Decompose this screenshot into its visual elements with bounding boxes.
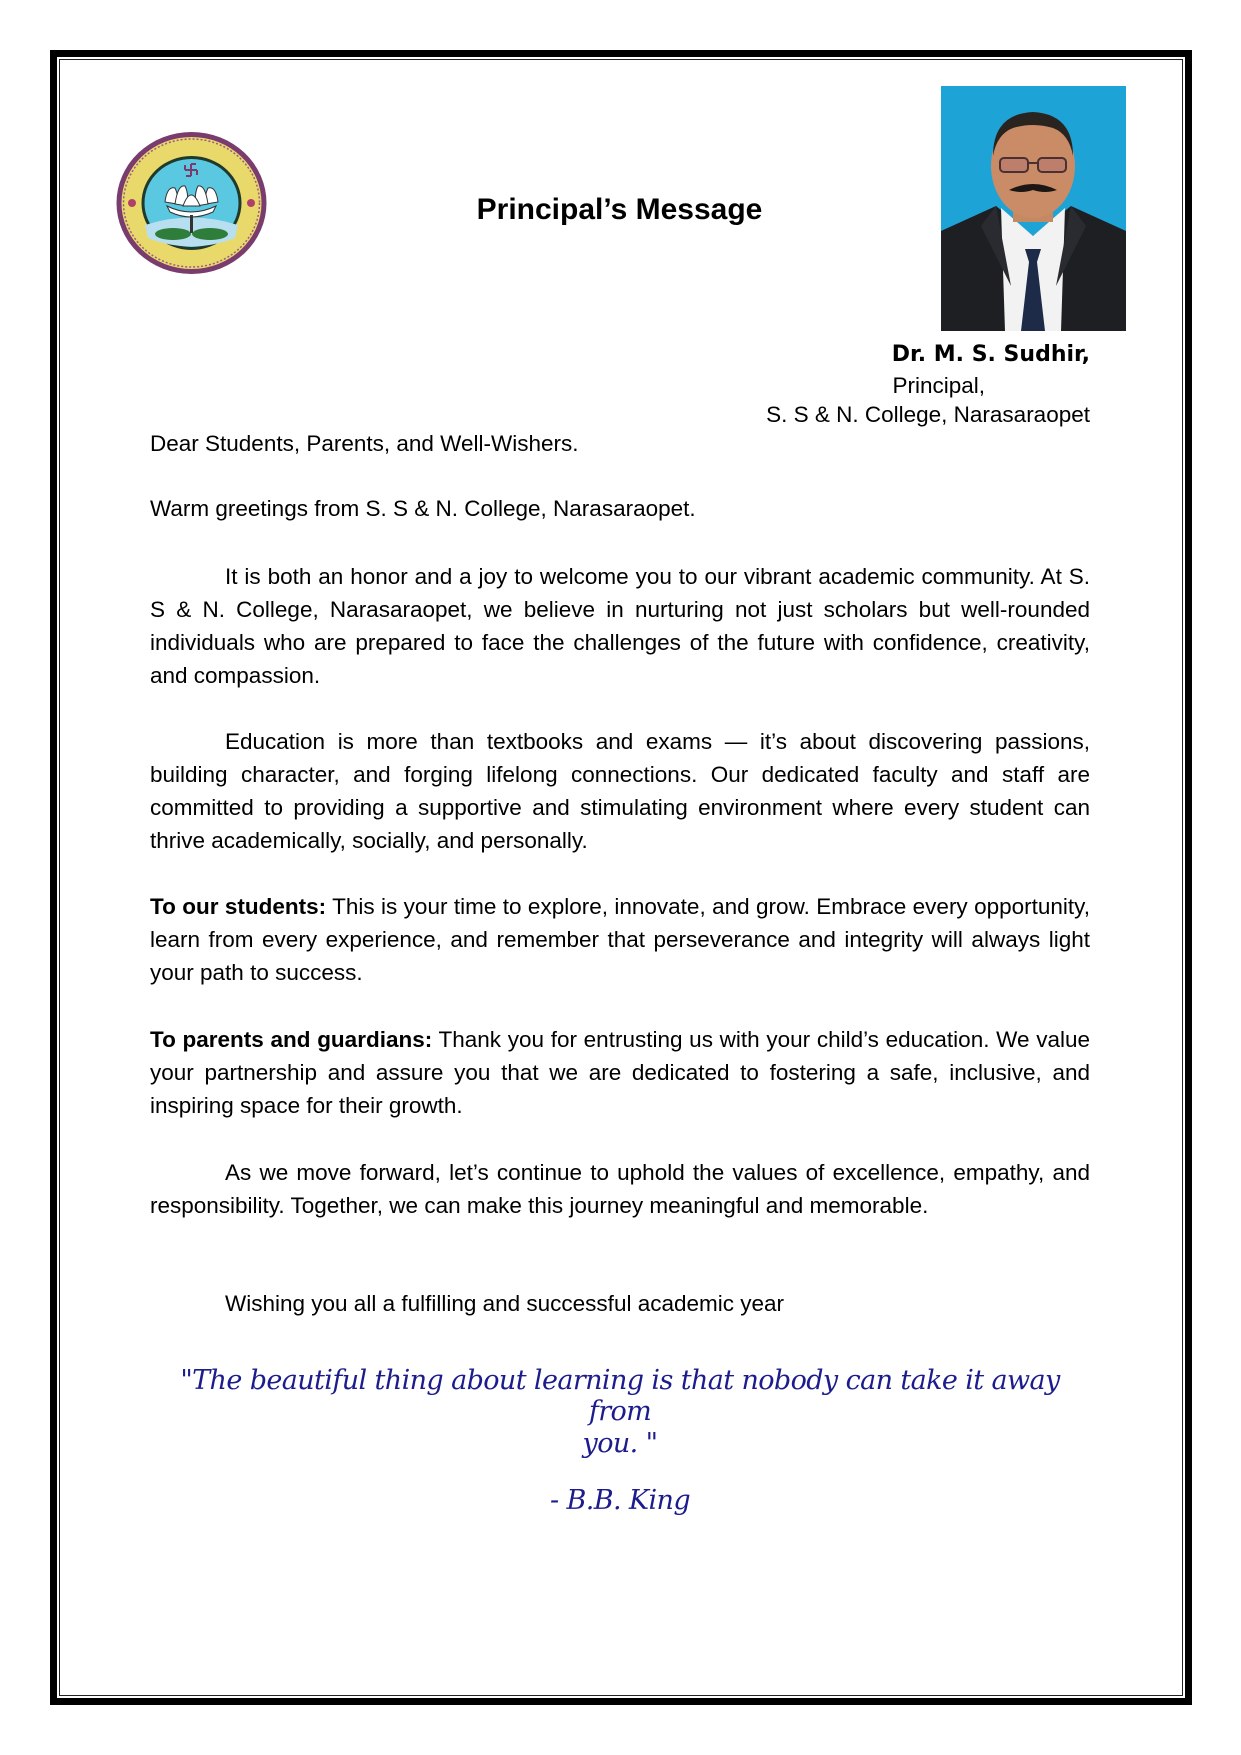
parents-lead: To parents and guardians: [150,1027,433,1052]
salutation: Dear Students, Parents, and Well-Wishers. [150,431,579,456]
principal-role: Principal, [892,373,985,398]
greeting: Warm greetings from S. S & N. College, Narasaraopet. [150,496,696,521]
students-text: This is your time to explore, innovate, and grow. Embrace every opportunity, learn from every experience, and remember that perseverance and integrity will always light your path to success. [150,894,1090,985]
principal-name: Dr. M. S. Sudhir, [891,342,1090,367]
page-title-text: Principal’s Message [476,193,763,226]
principal-photo [941,86,1126,331]
quote-line-1: "The beautiful thing about learning is that nobody can take it away from [180,1365,1060,1427]
closing-line: Wishing you all a fulfilling and successful academic year [225,1291,785,1316]
quote-line-2: you. " [582,1428,658,1459]
students-lead: To our students: [150,894,327,919]
paragraph-parents [150,1023,1090,1122]
college-name: S. S & N. College, Narasaraopet [766,402,1090,427]
parents-text: Thank you for entrusting us with your child’s education. We value your partnership and assure you that we are dedicated to fostering a safe, inclusive, and inspiring space for their growth. [150,1027,1090,1118]
paragraph-education: Education is more than textbooks and exams — it’s about discovering passions, building character, and forging lifelong connections. Our dedicated faculty and staff are committed to providing a supportive and stimulating environment where every student can thrive academically, socially, and personally. [150,729,1090,853]
paragraph-welcome: It is both an honor and a joy to welcome you to our vibrant academic community. At S. S & N. College, Narasaraopet, we believe in nurturing not just scholars but well-rounded individuals who are prepared to face the challenges of the future with confidence, creativity, and compassion. [150,564,1090,688]
quote-author: - B.B. King [549,1485,690,1516]
paragraph-forward: As we move forward, let’s continue to uphold the values of excellence, empathy, and responsibility. Together, we can make this journey meaningful and memorable. [150,1160,1090,1218]
paragraph-students [150,890,1090,989]
